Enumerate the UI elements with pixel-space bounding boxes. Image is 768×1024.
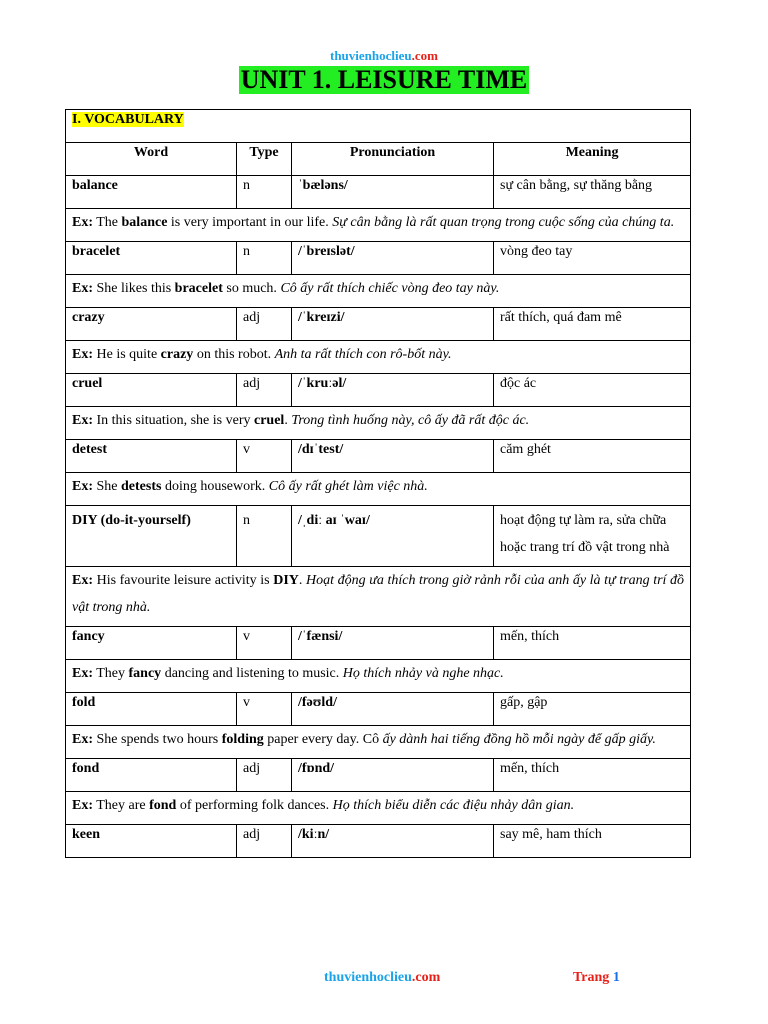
example-text-after: paper every day. Cô (263, 732, 383, 747)
column-header-type: Type (237, 143, 292, 176)
page-number: 1 (612, 970, 620, 985)
type-cell: adj (237, 759, 292, 792)
meaning-cell: căm ghét (494, 440, 691, 473)
example-row (66, 726, 691, 759)
example-row (66, 660, 691, 693)
example-text-after: on this robot. (193, 347, 275, 362)
example-text-before: He is quite (93, 347, 161, 362)
site-domain: .com (411, 48, 438, 63)
example-translation: Hoạt động ưa thích trong giờ rảnh rỗi của anh ấy là tự trang trí đồ vật trong nhà. (72, 573, 685, 615)
pronunciation-cell: /dɪˈtest/ (292, 440, 494, 473)
column-header-pronunciation: Pronunciation (292, 143, 494, 176)
site-header (0, 48, 768, 64)
example-cell (66, 473, 691, 506)
example-keyword: balance (121, 215, 168, 230)
word-row (66, 440, 691, 473)
meaning-cell: gấp, gập (494, 693, 691, 726)
type-cell: n (237, 176, 292, 209)
word-row (66, 506, 691, 567)
example-cell (66, 567, 691, 627)
example-text-before: His favourite leisure activity is (93, 573, 274, 588)
example-text-after: doing housework. (161, 479, 269, 494)
example-text-after: . (298, 573, 307, 588)
example-keyword: folding (221, 732, 264, 747)
example-text-before: She (93, 479, 121, 494)
example-translation: Cô ấy rất ghét làm việc nhà. (268, 479, 428, 494)
meaning-cell: hoạt động tự làm ra, sửa chữa hoặc trang trí đồ vật trong nhà (494, 506, 691, 567)
example-text-after: of performing folk dances. (176, 798, 333, 813)
example-label: Ex: (72, 798, 93, 813)
pronunciation-cell: /ˌdiː aɪ ˈwaɪ/ (292, 506, 494, 567)
example-label: Ex: (72, 666, 93, 681)
example-text-before: She spends two hours (93, 732, 222, 747)
type-cell: v (237, 693, 292, 726)
word-row (66, 242, 691, 275)
example-cell (66, 209, 691, 242)
example-keyword: fond (149, 798, 177, 813)
word-row (66, 693, 691, 726)
meaning-cell: độc ác (494, 374, 691, 407)
footer-page (573, 970, 620, 986)
type-cell: v (237, 627, 292, 660)
pronunciation-cell: /ˈkreɪzi/ (292, 308, 494, 341)
example-row (66, 567, 691, 627)
pronunciation-cell: ˈbæləns/ (292, 176, 494, 209)
pronunciation-cell: /kiːn/ (292, 825, 494, 858)
example-row (66, 275, 691, 308)
example-text-after: so much. (222, 281, 281, 296)
example-text-before: In this situation, she is very (93, 413, 254, 428)
meaning-cell: say mê, ham thích (494, 825, 691, 858)
example-keyword: fancy (128, 666, 162, 681)
example-label: Ex: (72, 732, 93, 747)
type-cell: n (237, 506, 292, 567)
example-keyword: cruel (254, 413, 285, 428)
example-keyword: bracelet (174, 281, 223, 296)
meaning-cell: vòng đeo tay (494, 242, 691, 275)
type-cell: adj (237, 825, 292, 858)
header-row (66, 143, 691, 176)
type-cell: adj (237, 308, 292, 341)
example-translation: ấy dành hai tiếng đồng hồ mỗi ngày để gấp giấy. (382, 732, 656, 747)
word-cell: fancy (66, 627, 237, 660)
example-text-after: is very important in our life. (167, 215, 333, 230)
word-row (66, 825, 691, 858)
footer-site-name: thuvienhoclieu (324, 970, 412, 985)
example-label: Ex: (72, 573, 93, 588)
type-cell: v (237, 440, 292, 473)
page-label: Trang (573, 970, 610, 985)
example-cell (66, 341, 691, 374)
example-text-after: . (284, 413, 292, 428)
word-cell: bracelet (66, 242, 237, 275)
section-row (66, 110, 691, 143)
word-cell: balance (66, 176, 237, 209)
type-cell: adj (237, 374, 292, 407)
example-text-after: dancing and listening to music. (161, 666, 343, 681)
footer-site-domain: .com (411, 970, 441, 985)
example-text-before: They are (93, 798, 150, 813)
meaning-cell: mến, thích (494, 627, 691, 660)
example-label: Ex: (72, 479, 93, 494)
word-cell: crazy (66, 308, 237, 341)
example-translation: Trong tình huống này, cô ấy đã rất độc ác. (291, 413, 530, 428)
word-cell: DIY (do-it-yourself) (66, 506, 237, 567)
example-row (66, 209, 691, 242)
example-translation: Họ thích biểu diễn các điệu nhảy dân gian. (332, 798, 575, 813)
example-cell (66, 407, 691, 440)
word-row (66, 759, 691, 792)
example-row (66, 792, 691, 825)
meaning-cell: mến, thích (494, 759, 691, 792)
example-row (66, 341, 691, 374)
example-text-before: They (93, 666, 129, 681)
word-row (66, 176, 691, 209)
pronunciation-cell: /ˈbreɪslət/ (292, 242, 494, 275)
word-row (66, 627, 691, 660)
page-title: UNIT 1. LEISURE TIME (240, 65, 528, 94)
example-cell (66, 792, 691, 825)
column-header-meaning: Meaning (494, 143, 691, 176)
example-keyword: DIY (273, 573, 299, 588)
pronunciation-cell: /ˈfænsi/ (292, 627, 494, 660)
title-wrap (0, 66, 768, 94)
word-row (66, 374, 691, 407)
example-text-before: The (93, 215, 122, 230)
example-translation: Sự cân bằng là rất quan trọng trong cuộc sống của chúng ta. (332, 215, 675, 230)
word-row (66, 308, 691, 341)
pronunciation-cell: /ˈkruːəl/ (292, 374, 494, 407)
example-translation: Anh ta rất thích con rô-bốt này. (274, 347, 452, 362)
example-keyword: crazy (160, 347, 194, 362)
word-cell: detest (66, 440, 237, 473)
word-cell: fold (66, 693, 237, 726)
column-header-word: Word (66, 143, 237, 176)
section-label: I. VOCABULARY (72, 112, 184, 127)
meaning-cell: rất thích, quá đam mê (494, 308, 691, 341)
example-row (66, 407, 691, 440)
example-cell (66, 275, 691, 308)
footer-site (324, 970, 440, 986)
meaning-cell: sự cân bằng, sự thăng bằng (494, 176, 691, 209)
example-translation: Cô ấy rất thích chiếc vòng đeo tay này. (280, 281, 500, 296)
section-cell (66, 110, 691, 143)
word-cell: fond (66, 759, 237, 792)
example-label: Ex: (72, 413, 93, 428)
example-label: Ex: (72, 347, 93, 362)
example-label: Ex: (72, 215, 93, 230)
example-cell (66, 660, 691, 693)
example-cell (66, 726, 691, 759)
site-name: thuvienhoclieu (330, 48, 412, 63)
word-cell: keen (66, 825, 237, 858)
vocabulary-table (65, 109, 691, 858)
example-keyword: detests (121, 479, 162, 494)
pronunciation-cell: /fəʊld/ (292, 693, 494, 726)
pronunciation-cell: /fɒnd/ (292, 759, 494, 792)
word-cell: cruel (66, 374, 237, 407)
example-label: Ex: (72, 281, 93, 296)
type-cell: n (237, 242, 292, 275)
example-translation: Họ thích nhảy và nghe nhạc. (342, 666, 504, 681)
example-text-before: She likes this (93, 281, 175, 296)
example-row (66, 473, 691, 506)
